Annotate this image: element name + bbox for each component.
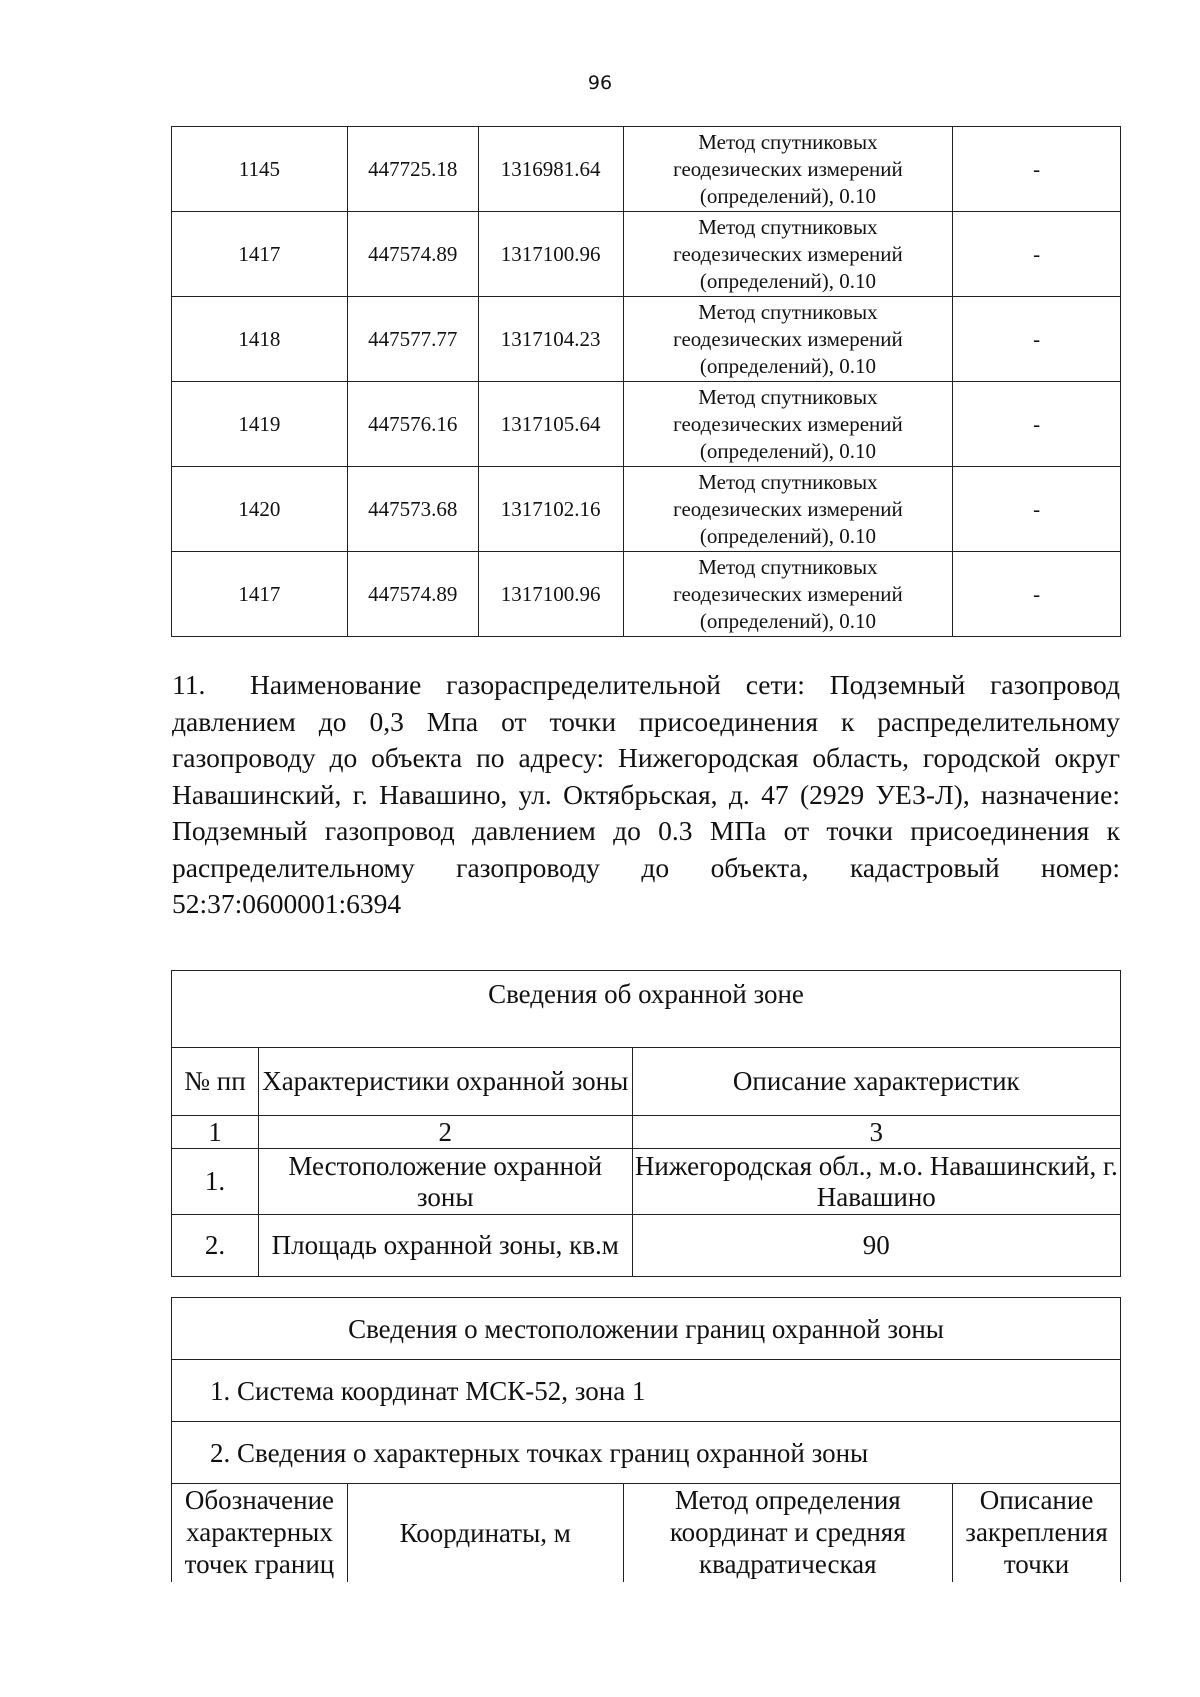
coordinate-y: 1317100.96: [478, 552, 623, 637]
fixing-description: -: [953, 467, 1121, 552]
zone-row-number: 1.: [172, 1149, 259, 1215]
determination-method: [623, 212, 953, 297]
fixing-description: -: [953, 127, 1121, 212]
coordinates-row: [172, 467, 1121, 552]
header-number: № пп: [172, 1048, 259, 1116]
coordinate-x: 447577.77: [347, 297, 478, 382]
header-characteristics: Характеристики охранной зоны: [258, 1048, 632, 1116]
method-line: (определений), 0.10: [699, 268, 876, 293]
point-number: 1418: [172, 297, 348, 382]
method-line: геодезических измерений: [673, 581, 903, 606]
determination-method: [623, 382, 953, 467]
coordinate-x: 447574.89: [347, 212, 478, 297]
determination-method: [623, 297, 953, 382]
protection-zone-table: [171, 970, 1121, 1277]
method-line: Метод спутниковых: [698, 129, 878, 154]
method-line: Метод спутниковых: [698, 469, 878, 494]
point-number: 1419: [172, 382, 348, 467]
method-line: Метод спутниковых: [698, 299, 878, 324]
method-line: Метод спутниковых: [698, 384, 878, 409]
method-line: геодезических измерений: [673, 411, 903, 436]
coordinates-row: [172, 382, 1121, 467]
zone-row-description: 90: [632, 1215, 1120, 1277]
zone-row-characteristic: Местоположение охранной зоны: [258, 1149, 632, 1215]
header-description: Описание характеристик: [632, 1048, 1120, 1116]
header-designation: Обозначение характерных точек границ: [172, 1484, 348, 1582]
determination-method: [623, 552, 953, 637]
coordinate-y: 1316981.64: [478, 127, 623, 212]
method-line: (определений), 0.10: [699, 438, 876, 463]
coordinates-row: [172, 552, 1121, 637]
header-method: Метод определения координат и средняя квадратическая: [623, 1484, 953, 1582]
method-line: геодезических измерений: [673, 496, 903, 521]
zone-row-number: 2.: [172, 1215, 259, 1277]
page-number: 96: [587, 72, 613, 94]
header-coordinates: Координаты, м: [347, 1484, 623, 1582]
point-number: 1145: [172, 127, 348, 212]
point-number: 1417: [172, 212, 348, 297]
zone-table-caption: Сведения об охранной зоне: [172, 971, 1121, 1048]
section-number: 11.: [172, 669, 206, 700]
coordinate-y: 1317100.96: [478, 212, 623, 297]
determination-method: [623, 127, 953, 212]
coordinates-row: [172, 297, 1121, 382]
method-line: Метод спутниковых: [698, 554, 878, 579]
fixing-description: -: [953, 552, 1121, 637]
fixing-description: -: [953, 212, 1121, 297]
coordinate-y: 1317102.16: [478, 467, 623, 552]
method-line: геодезических измерений: [673, 326, 903, 351]
coordinate-y: 1317105.64: [478, 382, 623, 467]
zone-row-description: Нижегородская обл., м.о. Навашинский, г. Навашино: [632, 1149, 1120, 1215]
column-number-1: 1: [172, 1116, 259, 1149]
coordinate-x: 447576.16: [347, 382, 478, 467]
method-line: (определений), 0.10: [699, 523, 876, 548]
coordinate-y: 1317104.23: [478, 297, 623, 382]
column-number-2: 2: [258, 1116, 632, 1149]
point-number: 1417: [172, 552, 348, 637]
coordinate-x: 447574.89: [347, 552, 478, 637]
method-line: Метод спутниковых: [698, 214, 878, 239]
determination-method: [623, 467, 953, 552]
method-line: геодезических измерений: [673, 156, 903, 181]
method-line: (определений), 0.10: [699, 608, 876, 633]
point-number: 1420: [172, 467, 348, 552]
fixing-description: -: [953, 297, 1121, 382]
coordinate-x: 447725.18: [347, 127, 478, 212]
zone-boundaries-table: [171, 1297, 1121, 1582]
method-line: (определений), 0.10: [699, 183, 876, 208]
coordinates-row: [172, 212, 1121, 297]
section-paragraph: [172, 667, 1120, 923]
bounds-table-caption: Сведения о местоположении границ охранной зоны: [172, 1298, 1121, 1360]
section-text: Наименование газораспределительной сети: Подземный газопровод давлением до 0,3 Мпа от точки присоединения к распределительному газопроводу до объекта по адресу: Нижегородская область, городской округ Навашинский, г. Навашино, ул. Октябрьская, д. 47 (2929 УЕЗ-Л), назначение: Подземный газопровод давлением до 0.3 МПа от точки присоединения к распределительному газопроводу до объекта, кадастровый номер: 52:37:0600001:6394: [172, 669, 1120, 919]
method-line: геодезических измерений: [673, 241, 903, 266]
zone-row-characteristic: Площадь охранной зоны, кв.м: [258, 1215, 632, 1277]
points-info-title: 2. Сведения о характерных точках границ охранной зоны: [172, 1422, 1121, 1484]
coordinates-row: [172, 127, 1121, 212]
fixing-description: -: [953, 382, 1121, 467]
method-line: (определений), 0.10: [699, 353, 876, 378]
column-number-3: 3: [632, 1116, 1120, 1149]
header-fixing: Описание закрепления точки: [953, 1484, 1121, 1582]
coordinate-x: 447573.68: [347, 467, 478, 552]
coordinate-system: 1. Система координат МСК-52, зона 1: [172, 1360, 1121, 1422]
coordinates-table: [171, 126, 1121, 637]
